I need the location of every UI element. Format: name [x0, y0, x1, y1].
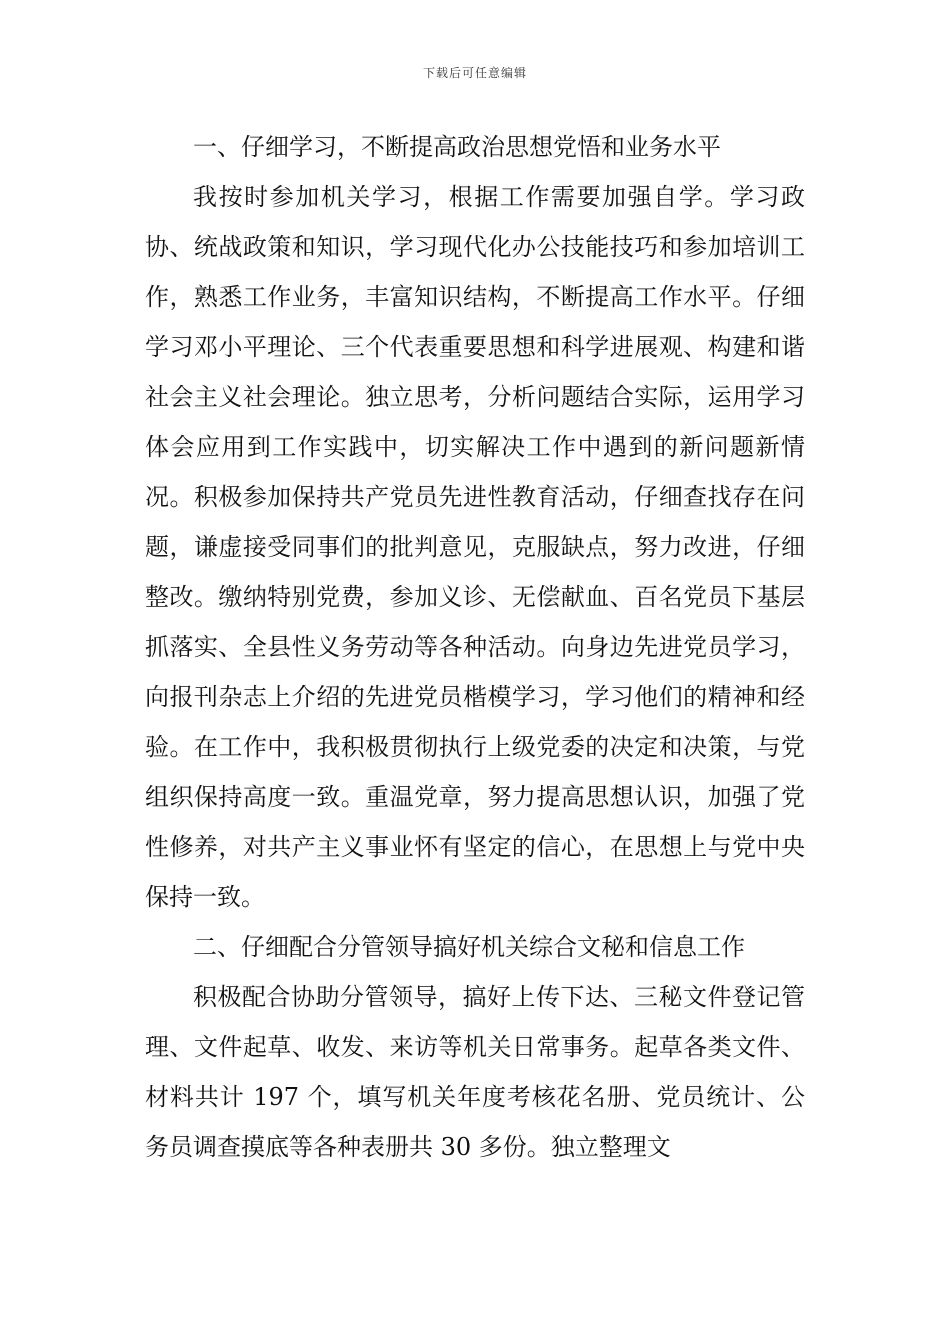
document-content	[145, 122, 805, 1172]
section-2-heading: 二、仔细配合分管领导搞好机关综合文秘和信息工作	[193, 933, 745, 961]
header-note: 下载后可任意编辑	[422, 66, 527, 80]
section-2-paragraph: 积极配合协助分管领导，搞好上传下达、三秘文件登记管理、文件起草、收发、来访等机关日常事务。起草各类文件、材料共计 197 个，填写机关年度考核花名册、党员统计、公务员调查摸底等各种表册共 30 多份。独立整理文	[145, 983, 805, 1161]
section-1-heading: 一、仔细学习，不断提高政治思想党悟和业务水平	[193, 133, 721, 161]
section-1-paragraph: 我按时参加机关学习，根据工作需要加强自学。学习政协、统战政策和知识，学习现代化办公技能技巧和参加培训工作，熟悉工作业务，丰富知识结构，不断提高工作水平。仔细学习邓小平理论、三个代表重要思想和科学进展观、构建和谐社会主义社会理论。独立思考，分析问题结合实际，运用学习体会应用到工作实践中，切实解决工作中遇到的新问题新情况。积极参加保持共产党员先进性教育活动，仔细查找存在问题，谦虚接受同事们的批判意见，克服缺点，努力改进，仔细整改。缴纳特别党费，参加义诊、无偿献血、百名党员下基层抓落实、全县性义务劳动等各种活动。向身边先进党员学习，向报刊杂志上介绍的先进党员楷模学习，学习他们的精神和经验。在工作中，我积极贯彻执行上级党委的决定和决策，与党组织保持高度一致。重温党章，努力提高思想认识，加强了党性修养，对共产主义事业怀有坚定的信心，在思想上与党中央保持一致。	[145, 183, 805, 911]
